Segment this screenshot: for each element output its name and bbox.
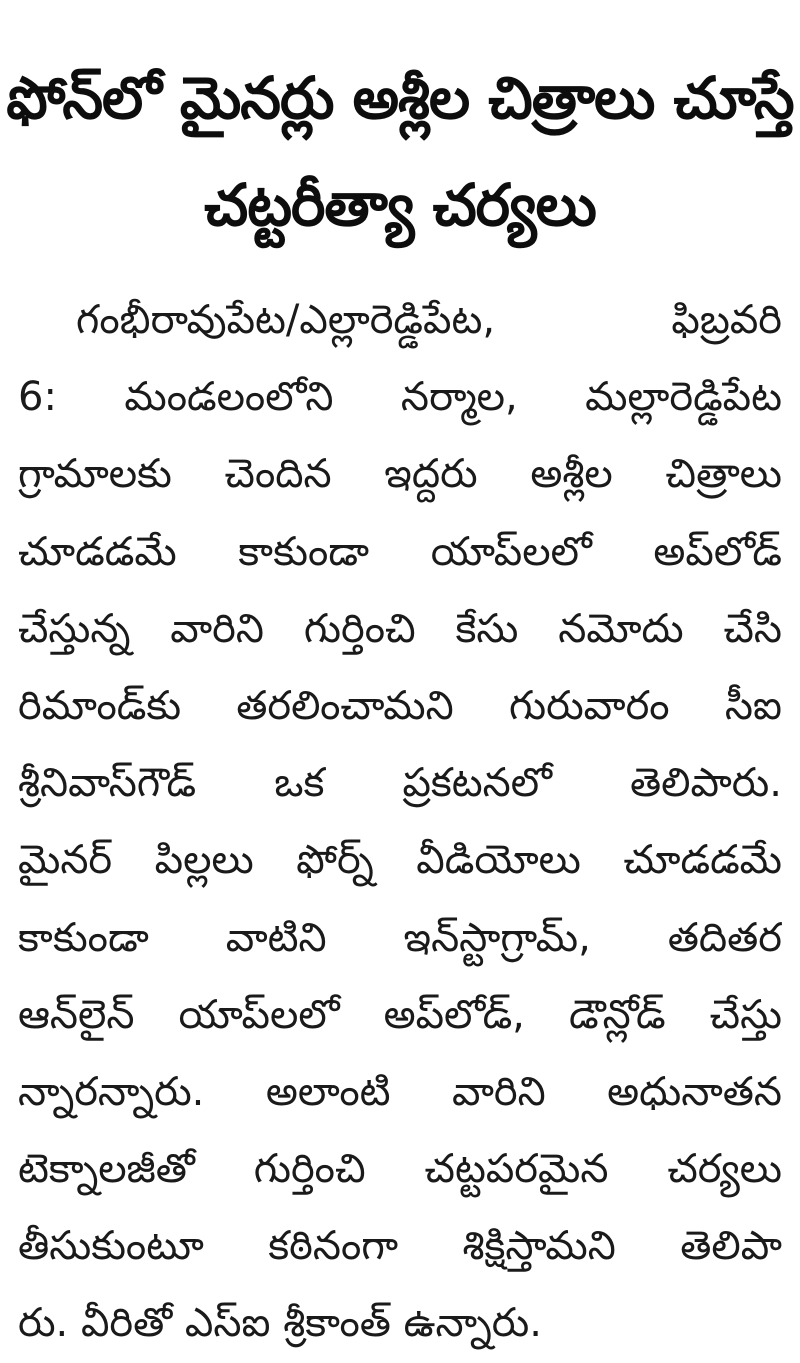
body-line-13: తీసుకుంటూ కఠినంగా శిక్షిస్తామని తెలిపా <box>18 1223 782 1270</box>
body-line-14: రు. వీరితో ఎస్ఐ శ్రీకాంత్ ఉన్నారు. <box>18 1300 542 1347</box>
body-line-1: గంభీరావుపేట/ఎల్లారెడ్డిపేట, ఫిబ్రవరి <box>76 297 782 343</box>
body-line-7: శ్రీనివాస్‌గౌడ్ ఒక ప్రకటనలో తెలిపారు. <box>18 760 782 807</box>
body-line-12: టెక్నాలజీతో గుర్తించి చట్టపరమైన చర్యలు <box>18 1146 782 1193</box>
body-line-9: కాకుండా వాటిని ఇన్‌స్టాగ్రామ్, తదితర <box>18 914 782 961</box>
headline-line-2: చట్టరీత్యా చర్యలు <box>204 171 596 239</box>
article-body <box>18 282 782 1363</box>
body-line-2: 6: మండలంలోని నర్మాల, మల్లారెడ్డిపేట <box>18 374 782 421</box>
body-line-10: ఆన్‌లైన్ యాప్‌లలో అప్‌లోడ్, డౌన్లోడ్ చేస్తు <box>18 991 782 1038</box>
headline-line-1: ఫోన్‌లో మైనర్లు అశ్లీల చిత్రాలు చూస్తే <box>6 64 794 132</box>
body-line-5: చేస్తున్న వారిని గుర్తించి కేసు నమోదు చేసి <box>18 605 782 652</box>
body-line-6: రిమాండ్‌కు తరలించామని గురువారం సీఐ <box>18 682 782 729</box>
body-line-11: న్నారన్నారు. అలాంటి వారిని అధునాతన <box>18 1068 782 1115</box>
body-line-3: గ్రామాలకు చెందిన ఇద్దరు అశ్లీల చిత్రాలు <box>18 451 782 498</box>
body-line-4: చూడడమే కాకుండా యాప్‌లలో అప్‌లోడ్ <box>18 528 782 575</box>
body-line-8: మైనర్ పిల్లలు ఫోర్న్ వీడియోలు చూడడమే <box>18 837 782 884</box>
